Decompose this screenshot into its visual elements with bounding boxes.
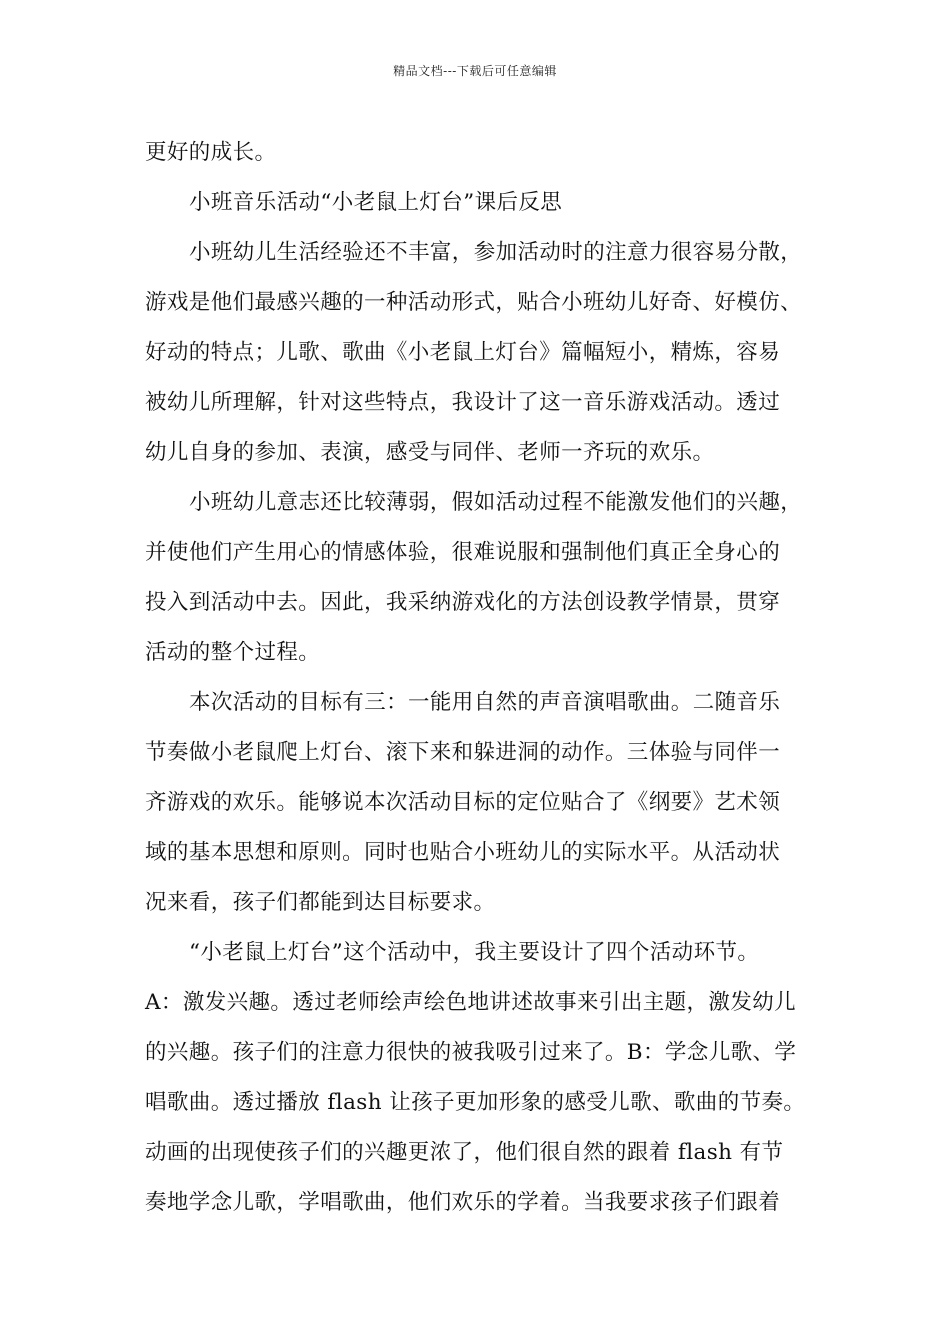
text-line: 幼儿自身的参加、表演，感受与同伴、老师一齐玩的欢乐。 <box>145 440 715 465</box>
text-line: 活动的整个过程。 <box>145 640 321 665</box>
document-body <box>145 128 825 1228</box>
text-line: 更好的成长。 <box>145 140 277 165</box>
section-title: 小班音乐活动“小老鼠上灯台”课后反思 <box>189 190 563 215</box>
text-line: 况来看，孩子们都能到达目标要求。 <box>145 890 496 915</box>
page-header: 精品文档---下载后可任意编辑 <box>393 64 557 78</box>
text-line: 游戏是他们最感兴趣的一种活动形式，贴合小班幼儿好奇、好模仿、 <box>145 290 803 315</box>
text-line: 的兴趣。孩子们的注意力很快的被我吸引过来了。B：学念儿歌、学 <box>145 1040 797 1065</box>
text-line: 并使他们产生用心的情感体验，很难说服和强制他们真正全身心的 <box>145 540 781 565</box>
text-line: 本次活动的目标有三：一能用自然的声音演唱歌曲。二随音乐 <box>189 690 781 715</box>
text-line: A：激发兴趣。透过老师绘声绘色地讲述故事来引出主题，激发幼儿 <box>145 990 797 1015</box>
text-line: 节奏做小老鼠爬上灯台、滚下来和躲进洞的动作。三体验与同伴一 <box>145 740 781 765</box>
text-line: 奏地学念儿歌，学唱歌曲，他们欢乐的学着。当我要求孩子们跟着 <box>145 1190 781 1215</box>
text-line: 动画的出现使孩子们的兴趣更浓了，他们很自然的跟着 flash 有节 <box>145 1140 784 1165</box>
text-line: 被幼儿所理解，针对这些特点，我设计了这一音乐游戏活动。透过 <box>145 390 781 415</box>
text-line: 小班幼儿意志还比较薄弱，假如活动过程不能激发他们的兴趣， <box>189 490 803 515</box>
text-line: 域的基本思想和原则。同时也贴合小班幼儿的实际水平。从活动状 <box>145 840 781 865</box>
text-line: 唱歌曲。透过播放 flash 让孩子更加形象的感受儿歌、歌曲的节奏。 <box>145 1090 806 1115</box>
text-line: 小班幼儿生活经验还不丰富，参加活动时的注意力很容易分散， <box>189 240 803 265</box>
text-line: 好动的特点；儿歌、歌曲《小老鼠上灯台》篇幅短小，精炼，容易 <box>145 340 781 365</box>
text-line: 投入到活动中去。因此，我采纳游戏化的方法创设教学情景，贯穿 <box>145 590 781 615</box>
text-line: 齐游戏的欢乐。能够说本次活动目标的定位贴合了《纲要》艺术领 <box>145 790 781 815</box>
text-line: “小老鼠上灯台”这个活动中，我主要设计了四个活动环节。 <box>189 940 760 965</box>
